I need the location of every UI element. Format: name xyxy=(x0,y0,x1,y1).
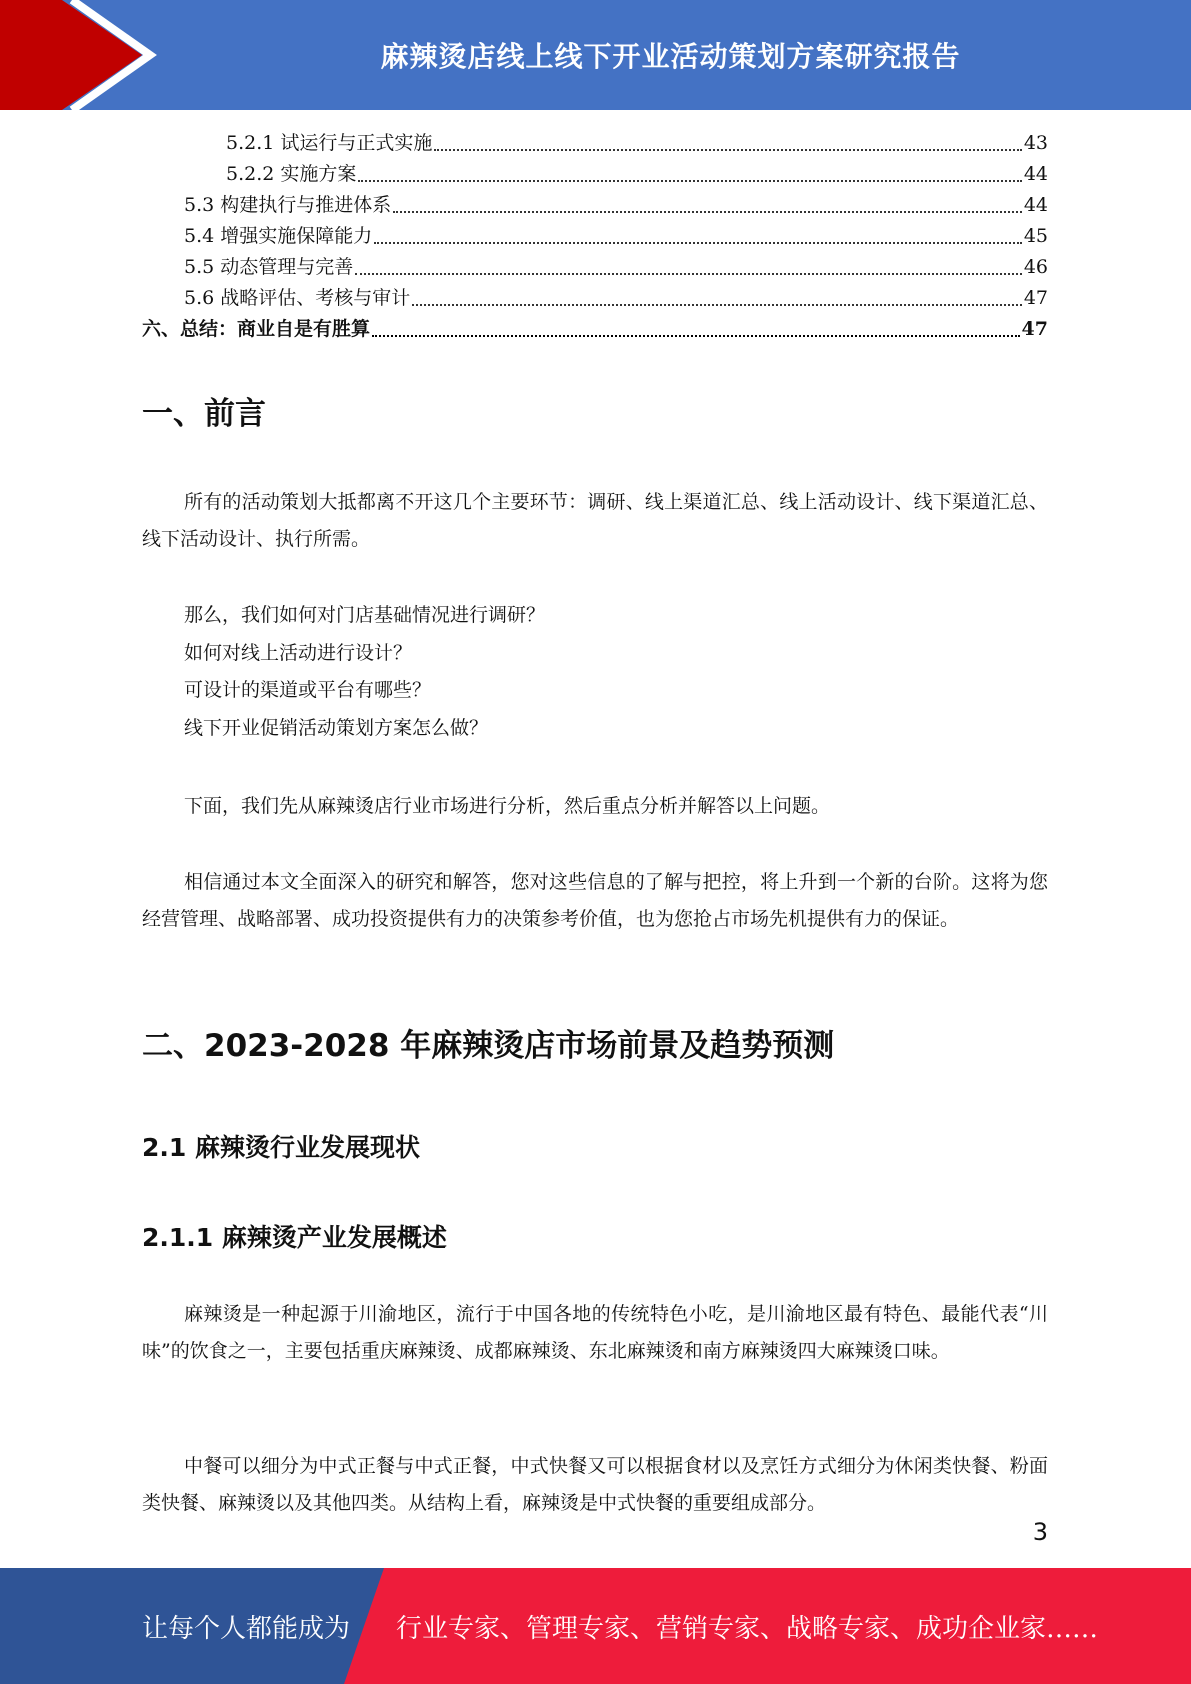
footer-slogan: 让每个人都能成为 xyxy=(142,1613,351,1644)
toc-entry[interactable] xyxy=(142,159,1048,190)
toc-page: 43 xyxy=(1023,132,1048,154)
question-line: 线下开业促销活动策划方案怎么做？ xyxy=(184,717,489,739)
toc-label: 5.2.2 实施方案 xyxy=(226,163,357,185)
toc-label: 5.3 构建执行与推进体系 xyxy=(184,194,392,216)
toc-entry[interactable] xyxy=(142,190,1048,221)
toc-leader xyxy=(372,335,1020,337)
toc-label: 5.6 战略评估、考核与审计 xyxy=(184,287,411,309)
section-heading-preface: 一、前言 xyxy=(142,396,266,432)
section-heading-forecast: 二、2023-2028 年麻辣烫店市场前景及趋势预测 xyxy=(142,1028,835,1064)
toc-leader xyxy=(434,149,1021,151)
toc-page: 45 xyxy=(1023,225,1048,247)
page-number: 3 xyxy=(1032,1518,1048,1546)
toc-page: 47 xyxy=(1021,318,1048,340)
question-line: 可设计的渠道或平台有哪些？ xyxy=(184,679,432,701)
page-footer xyxy=(0,1568,1191,1684)
paragraph: 所有的活动策划大抵都离不开这几个主要环节：调研、线上渠道汇总、线上活动设计、线下渠道汇总、线下活动设计、执行所需。 xyxy=(142,491,1048,550)
paragraph: 中餐可以细分为中式正餐与中式正餐，中式快餐又可以根据食材以及烹饪方式细分为休闲类快餐、粉面类快餐、麻辣烫以及其他四类。从结构上看，麻辣烫是中式快餐的重要组成部分。 xyxy=(142,1455,1048,1514)
report-title: 麻辣烫店线上线下开业活动策划方案研究报告 xyxy=(380,40,961,73)
toc-entry[interactable] xyxy=(142,221,1048,252)
toc-label: 5.2.1 试运行与正式实施 xyxy=(226,132,433,154)
toc-entry[interactable] xyxy=(142,252,1048,283)
toc-page: 47 xyxy=(1023,287,1048,309)
toc-leader xyxy=(355,273,1022,275)
page-header xyxy=(0,0,1191,110)
table-of-contents xyxy=(142,128,1048,345)
toc-leader xyxy=(358,180,1021,182)
question-line: 如何对线上活动进行设计？ xyxy=(184,642,413,664)
footer-roles: 行业专家、管理专家、营销专家、战略专家、成功企业家…… xyxy=(396,1613,1099,1644)
question-line: 那么，我们如何对门店基础情况进行调研？ xyxy=(184,604,546,626)
toc-leader xyxy=(393,211,1022,213)
subsection-heading: 2.1 麻辣烫行业发展现状 xyxy=(142,1133,420,1162)
toc-label: 5.4 增强实施保障能力 xyxy=(184,225,373,247)
paragraph: 麻辣烫是一种起源于川渝地区，流行于中国各地的传统特色小吃，是川渝地区最有特色、最能代表“川味”的饮食之一，主要包括重庆麻辣烫、成都麻辣烫、东北麻辣烫和南方麻辣烫四大麻辣烫口味。 xyxy=(142,1303,1048,1362)
toc-leader xyxy=(374,242,1022,244)
toc-entry[interactable] xyxy=(142,314,1048,345)
toc-label: 5.5 动态管理与完善 xyxy=(184,256,354,278)
toc-page: 44 xyxy=(1023,194,1048,216)
toc-entry[interactable] xyxy=(142,283,1048,314)
toc-page: 46 xyxy=(1023,256,1048,278)
paragraph: 下面，我们先从麻辣烫店行业市场进行分析，然后重点分析并解答以上问题。 xyxy=(184,795,831,817)
toc-label: 六、总结：商业自是有胜算 xyxy=(142,318,371,340)
subsection-heading: 2.1.1 麻辣烫产业发展概述 xyxy=(142,1223,447,1252)
toc-entry[interactable] xyxy=(142,128,1048,159)
toc-page: 44 xyxy=(1023,163,1048,185)
toc-leader xyxy=(412,304,1022,306)
paragraph: 相信通过本文全面深入的研究和解答，您对这些信息的了解与把控，将上升到一个新的台阶。这将为您经营管理、战略部署、成功投资提供有力的决策参考价值，也为您抢占市场先机提供有力的保证。 xyxy=(142,871,1048,930)
